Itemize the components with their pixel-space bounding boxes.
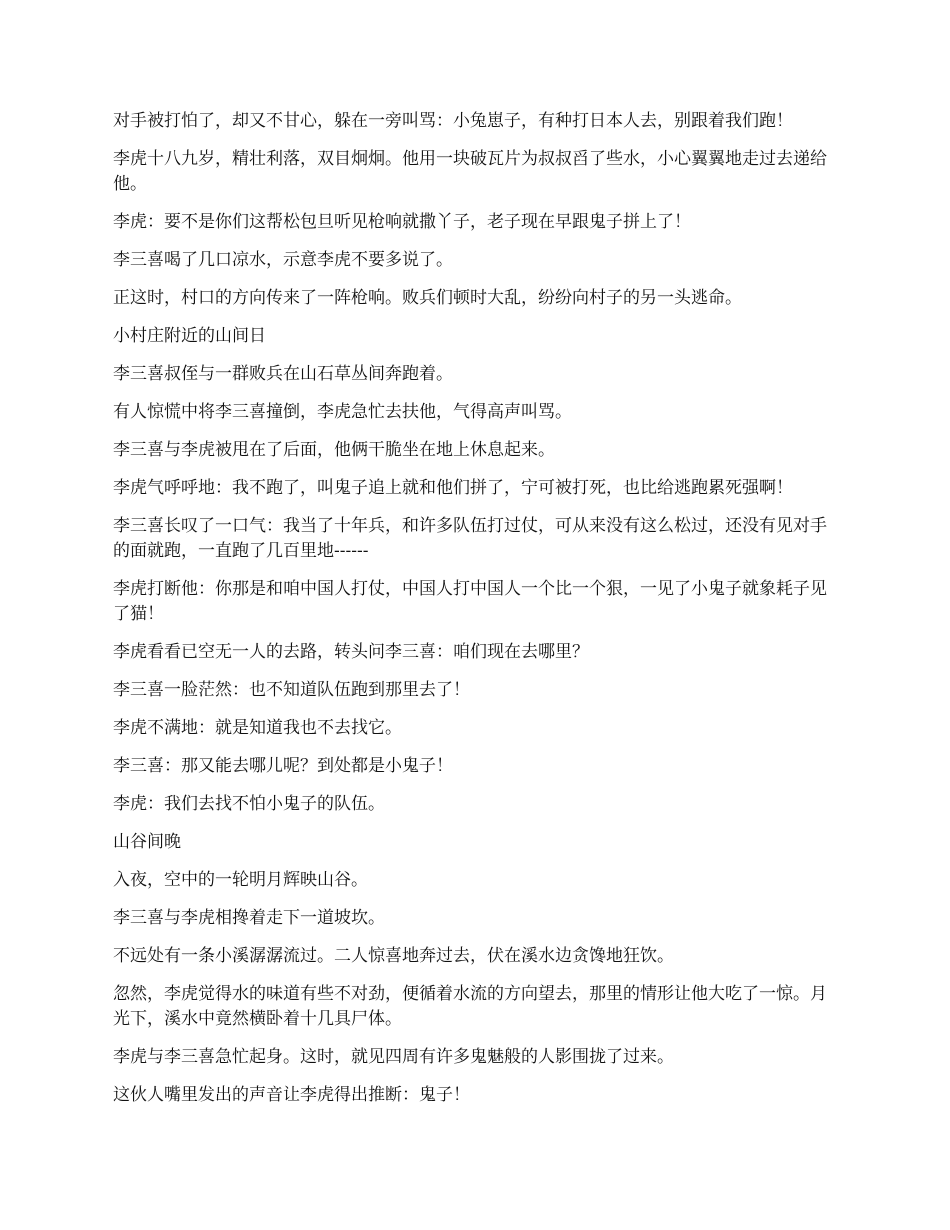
paragraph: 李虎气呼呼地：我不跑了，叫鬼子追上就和他们拼了，宁可被打死，也比给逃跑累死强啊！: [113, 478, 793, 498]
paragraph: 李三喜一脸茫然：也不知道队伍跑到那里去了！: [113, 680, 470, 700]
paragraph: 李三喜与李虎被甩在了后面，他俩干脆坐在地上休息起来。: [113, 440, 555, 460]
paragraph: 入夜，空中的一轮明月辉映山谷。: [113, 870, 368, 890]
document-body: [113, 109, 837, 1121]
paragraph: 李虎打断他：你那是和咱中国人打仗，中国人打中国人一个比一个狠，一见了小鬼子就象耗子见了猫！: [113, 579, 827, 624]
paragraph: 忽然，李虎觉得水的味道有些不对劲，便循着水流的方向望去，那里的情形让他大吃了一惊。月光下，溪水中竟然横卧着十几具尸体。: [113, 984, 827, 1029]
paragraph: 李三喜喝了几口凉水，示意李虎不要多说了。: [113, 250, 453, 270]
scene-heading: 小村庄附近的山间日: [113, 326, 266, 346]
paragraph: 有人惊慌中将李三喜撞倒，李虎急忙去扶他，气得高声叫骂。: [113, 402, 572, 422]
paragraph: 对手被打怕了，却又不甘心，躲在一旁叫骂：小兔崽子，有种打日本人去，别跟着我们跑！: [113, 111, 793, 131]
paragraph: 正这时，村口的方向传来了一阵枪响。败兵们顿时大乱，纷纷向村子的另一头逃命。: [113, 288, 742, 308]
paragraph: 李虎十八九岁，精壮利落，双目炯炯。他用一块破瓦片为叔叔舀了些水，小心翼翼地走过去递给他。: [113, 149, 827, 194]
paragraph: 李虎与李三喜急忙起身。这时，就见四周有许多鬼魅般的人影围拢了过来。: [113, 1047, 674, 1067]
paragraph: 李三喜：那又能去哪儿呢？到处都是小鬼子！: [113, 756, 453, 776]
scene-heading: 山谷间晚: [113, 832, 181, 852]
paragraph: 李三喜与李虎相搀着走下一道坡坎。: [113, 908, 385, 928]
paragraph: 李虎：要不是你们这帮松包旦听见枪响就撒丫子，老子现在早跟鬼子拼上了！: [113, 212, 691, 232]
paragraph: 李虎：我们去找不怕小鬼子的队伍。: [113, 794, 385, 814]
paragraph: 这伙人嘴里发出的声音让李虎得出推断：鬼子！: [113, 1085, 470, 1105]
paragraph: 李三喜叔侄与一群败兵在山石草丛间奔跑着。: [113, 364, 453, 384]
paragraph: 李三喜长叹了一口气：我当了十年兵，和许多队伍打过仗，可从来没有这么松过，还没有见对手的面就跑，一直跑了几百里地------: [113, 516, 827, 561]
paragraph: 李虎不满地：就是知道我也不去找它。: [113, 718, 402, 738]
paragraph: 不远处有一条小溪潺潺流过。二人惊喜地奔过去，伏在溪水边贪馋地狂饮。: [113, 946, 674, 966]
paragraph: 李虎看看已空无一人的去路，转头问李三喜：咱们现在去哪里？: [113, 642, 589, 662]
